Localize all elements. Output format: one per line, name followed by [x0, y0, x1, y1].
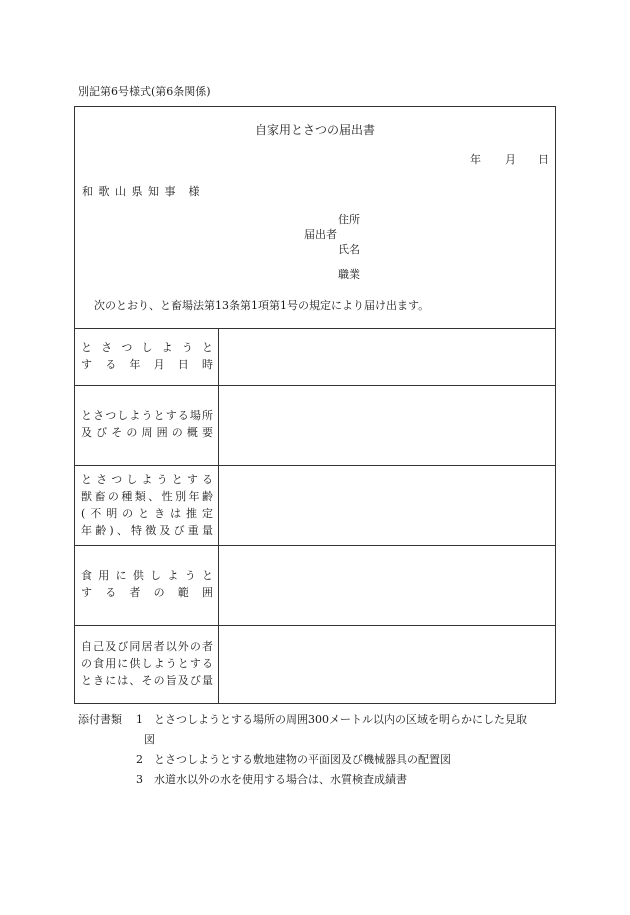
date-day: 日 [538, 153, 549, 166]
label-line: 自己及び同居者以外の者 [81, 640, 213, 653]
attachments-label: 添付書類 [78, 713, 122, 726]
attachment-text: とさつしようとする敷地建物の平面図及び機械器具の配置図 [154, 753, 451, 766]
attachment-text: とさつしようとする場所の周囲300メートル以内の区域を明らかにした見取 [154, 713, 527, 726]
label-line: (不明のときは推定 [81, 507, 213, 520]
row-value-location[interactable] [219, 386, 555, 465]
form-title: 自家用とさつの届出書 [255, 123, 376, 137]
row-value-datetime[interactable] [219, 329, 555, 385]
attachment-number: 1 [136, 713, 143, 726]
addressee: 和 歌 山 県 知 事 様 [82, 185, 201, 198]
row-value-consumers[interactable] [219, 546, 555, 625]
name-label: 氏名 [338, 243, 360, 256]
attachment-text: 水道水以外の水を使用する場合は、水質検査成績書 [154, 773, 407, 786]
row-value-animal[interactable] [219, 466, 555, 545]
address-label: 住所 [338, 213, 360, 226]
attachment-number: 3 [136, 773, 143, 786]
label-line: とさつしようと [81, 341, 213, 354]
occupation-label: 職業 [338, 268, 360, 281]
row-value-others[interactable] [219, 626, 555, 703]
date-month: 月 [505, 153, 516, 166]
label-line: ときには、その旨及び量 [81, 674, 213, 687]
form-number: 別記第6号様式(第6条関係) [78, 85, 211, 98]
label-line: する者の範囲 [81, 586, 213, 599]
label-line: 及びその周囲の概要 [81, 426, 213, 439]
label-line: 食用に供しようと [81, 569, 213, 582]
date-year: 年 [470, 153, 481, 166]
attachment-number: 2 [136, 753, 143, 766]
label-line: の食用に供しようとする [81, 657, 213, 670]
row-label-datetime [81, 339, 213, 373]
attachment-text-continued: 図 [144, 733, 155, 746]
statement: 次のとおり、と畜場法第13条第1項第1号の規定により届け出ます。 [94, 299, 430, 312]
row-label-animal [81, 471, 213, 539]
label-line: する年月日時 [81, 358, 213, 371]
label-line: 獣畜の種類、性別年齢 [81, 490, 213, 503]
row-label-location [81, 407, 213, 441]
row-label-others [81, 638, 213, 689]
row-label-consumers [81, 567, 213, 601]
label-line: とさつしようとする場所 [81, 409, 213, 422]
label-line: 年齢)、特徴及び重量 [81, 524, 213, 537]
label-line: とさつしようとする [81, 473, 213, 486]
notifier-label: 届出者 [304, 228, 337, 241]
